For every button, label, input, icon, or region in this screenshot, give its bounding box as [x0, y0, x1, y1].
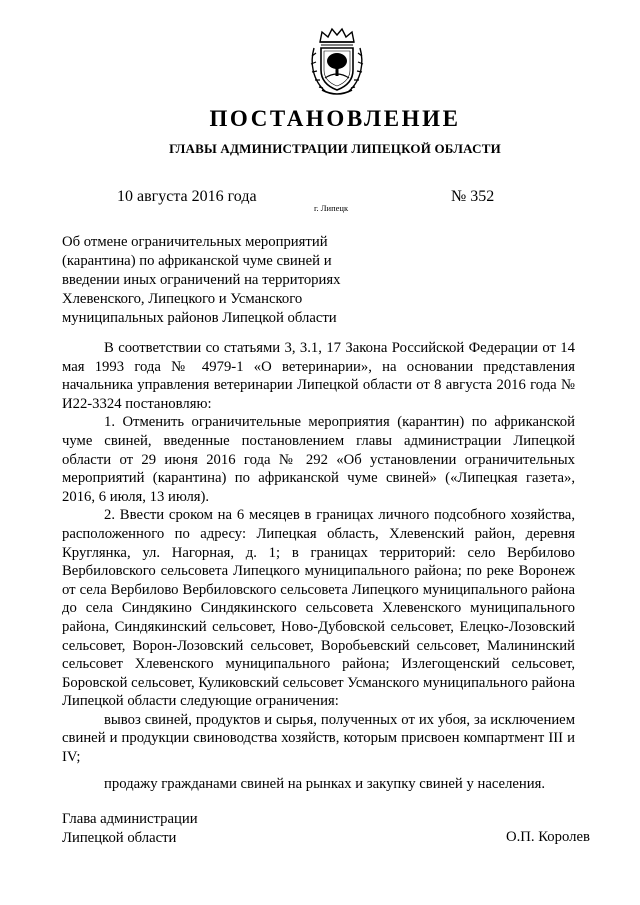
signatory-position-line: Липецкой области: [62, 830, 177, 846]
item-1-paragraph: 1. Отменить ограничительные мероприятия (карантин) по африканской чуме свиней, введенные постановлением главы администрации Липецкой области от 29 июня 2016 года № 292 «Об установлении ограничительных мероприятий (карантина) по африканской чуме свиней» («Липецкая газета», 2016, 6 июля, 13 июля).: [62, 414, 575, 505]
subject-line: Об отмене ограничительных мероприятий: [62, 234, 328, 250]
signatory-name: О.П. Королев: [506, 829, 590, 845]
item-2-paragraph: 2. Ввести сроком на 6 месяцев в границах личного подсобного хозяйства, расположенного по адресу: Липецкая область, Хлевенский район, деревня Круглянка, ул. Нагорная, д. 1; в границах территорий: село Вербилово Вербиловского сельсовета Липецкого муниципального района; по реке Воронеж от села Вербилово Вербиловского сельсовета Липецкого муниципального района до села Синдякино Синдякинского сельсовета Хлевенского муниципального района, Синдякинский сельсовет, Ново-Дубовской сельсовет, Елецко-Лозовский сельсовет, Ворон-Лозовский сельсовет, Воробьевский сельсовет, Малининский сельсовет Хлевенского муниципального района; Излегощенский сельсовет, Боровской сельсовет, Куликовский сельсовет Усманского муниципального района Липецкой области следующие ограничения:: [62, 507, 575, 710]
restriction-1-paragraph: вывоз свиней, продуктов и сырья, полученных от их убоя, за исключением свиней и продукции свиноводства хозяйств, которым присвоен компартмент III и IV;: [62, 711, 575, 766]
subject-line: Хлевенского, Липецкого и Усманского: [62, 291, 303, 307]
preamble-paragraph: В соответствии со статьями 3, 3.1, 17 Закона Российской Федерации от 14 мая 1993 года № 4979-1 «О ветеринарии», на основании представления начальника управления ветеринарии Липецкой области от 8 августа 2016 года № И22-3324 постановляю:: [62, 340, 575, 412]
document-body: [62, 339, 575, 793]
document-subject: [62, 233, 372, 328]
document-title: ПОСТАНОВЛЕНИЕ: [209, 106, 461, 131]
subject-line: (карантина) по африканской чуме свиней и: [62, 253, 332, 269]
document-date: 10 августа 2016 года: [117, 188, 257, 205]
issuing-authority: ГЛАВЫ АДМИНИСТРАЦИИ ЛИПЕЦКОЙ ОБЛАСТИ: [169, 141, 501, 156]
subject-line: введении иных ограничений на территориях: [62, 272, 341, 288]
document-city: г. Липецк: [314, 203, 349, 213]
signatory-position: [62, 810, 198, 848]
subject-line: муниципальных районов Липецкой области: [62, 310, 337, 326]
signatory-position-line: Глава администрации: [62, 811, 198, 827]
document-number: № 352: [451, 188, 495, 205]
coat-of-arms-icon: [308, 26, 366, 98]
restriction-2-paragraph: продажу гражданами свиней на рынках и закупку свиней у населения.: [104, 775, 546, 792]
